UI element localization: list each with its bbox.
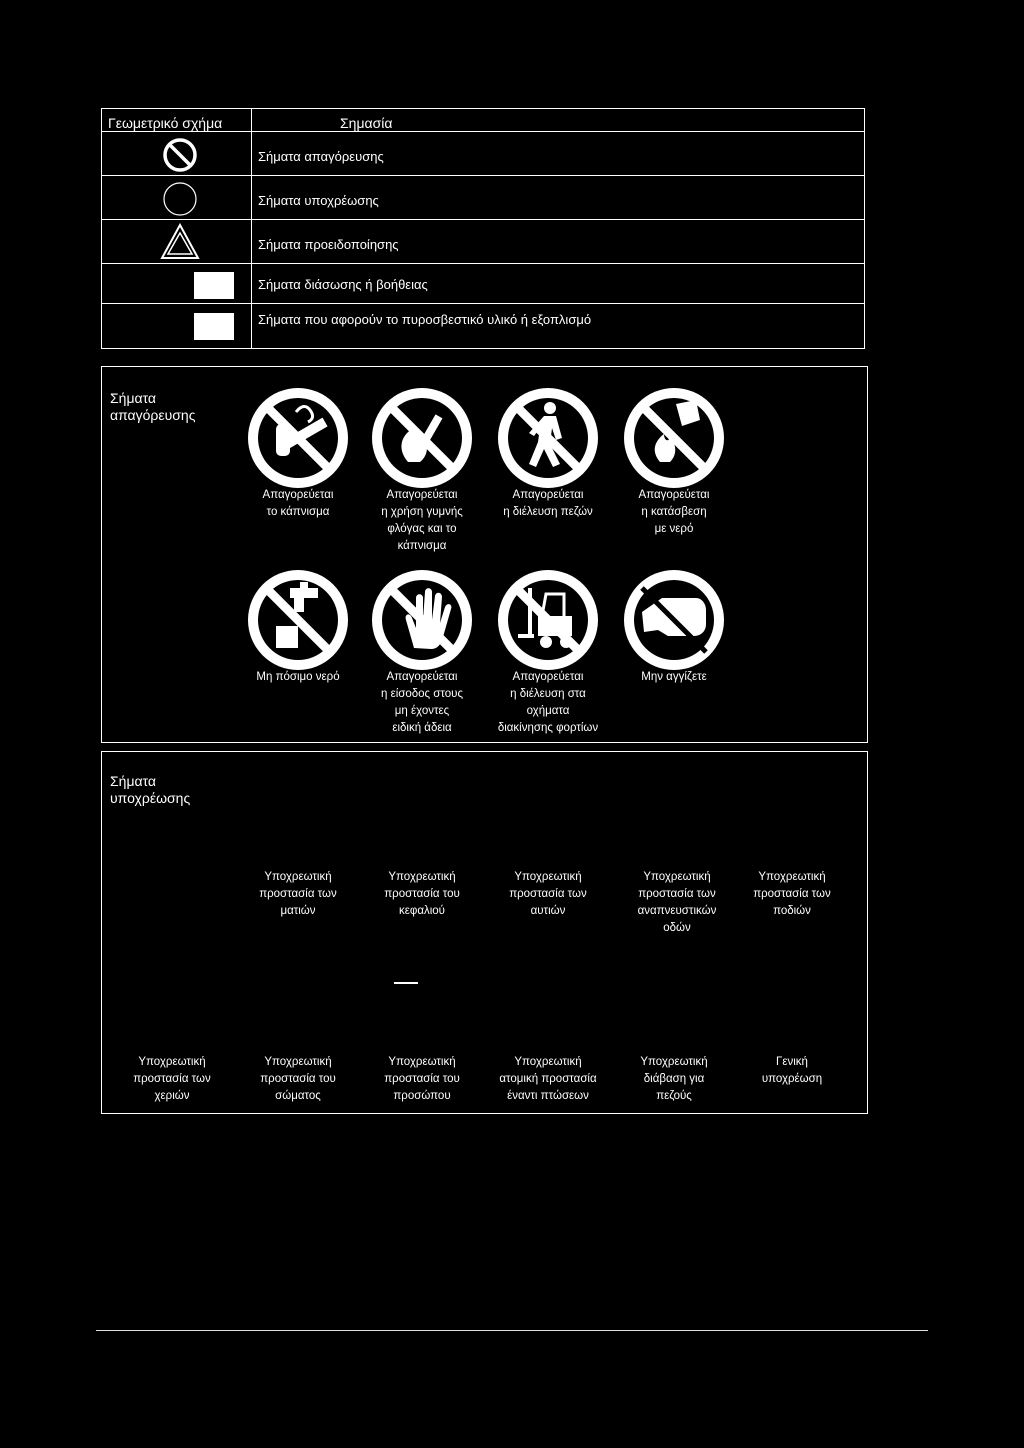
mandatory-caption: Υποχρεωτική προστασία του κεφαλιού	[384, 871, 460, 917]
row-divider	[102, 219, 864, 220]
mandatory-caption: Υποχρεωτική προστασία των ποδιών	[753, 871, 831, 917]
legend-row-text: Σήματα απαγόρευσης	[258, 149, 384, 164]
sign-caption: Μη πόσιμο νερό	[256, 671, 340, 683]
legend-row-text: Σήματα που αφορούν το πυροσβεστικό υλικό ή εξοπλισμό	[258, 312, 592, 327]
row-divider	[102, 303, 864, 304]
footer-rule	[96, 1330, 928, 1331]
square-icon	[194, 313, 234, 340]
no-forklift-access-icon	[494, 566, 602, 674]
dash-mark	[394, 982, 418, 984]
legend-table	[101, 108, 865, 349]
sign-caption: Απαγορεύεται η χρήση γυμνής φλόγας και το κάπνισμα	[381, 489, 463, 552]
mandatory-caption: Υποχρεωτική προστασία του σώματος	[260, 1056, 336, 1102]
no-open-flame-icon	[368, 384, 476, 492]
mandatory-caption: Υποχρεωτική προστασία των αυτιών	[509, 871, 587, 917]
legend-row-text: Σήματα προειδοποίησης	[258, 237, 399, 252]
sign-caption: Απαγορεύεται η είσοδος στους μη έχοντες ειδική άδεια	[380, 671, 463, 734]
sign-caption: Απαγορεύεται η κατάσβεση με νερό	[638, 489, 710, 535]
legend-row-text: Σήματα υποχρέωσης	[258, 193, 379, 208]
no-water-extinguish-icon	[620, 384, 728, 492]
header-meaning: Σημασία	[340, 115, 393, 131]
prohibition-circle-icon	[162, 137, 198, 173]
mandatory-caption: Υποχρεωτική προστασία του προσώπου	[384, 1056, 460, 1102]
no-pedestrians-icon	[494, 384, 602, 492]
column-divider	[251, 109, 252, 348]
square-icon	[194, 272, 234, 299]
do-not-touch-icon	[620, 566, 728, 674]
mandatory-caption: Υποχρεωτική προστασία των αναπνευστικών οδών	[637, 871, 717, 934]
sign-caption: Απαγορεύεται το κάπνισμα	[262, 489, 334, 518]
mandatory-caption: Υποχρεωτική ατομική προστασία έναντι πτώσεων	[499, 1056, 597, 1102]
prohibition-title: Σήματα απαγόρευσης	[110, 390, 196, 423]
row-divider	[102, 131, 864, 132]
row-divider	[102, 175, 864, 176]
mandatory-caption: Υποχρεωτική προστασία των ματιών	[259, 871, 337, 917]
sign-caption: Μην αγγίζετε	[641, 671, 707, 683]
header-shape: Γεωμετρικό σχήμα	[108, 115, 223, 131]
mandatory-caption: Γενική υποχρέωση	[761, 1056, 823, 1085]
mandatory-caption: Υποχρεωτική προστασία των χεριών	[133, 1056, 211, 1102]
mandatory-caption: Υποχρεωτική διάβαση για πεζούς	[640, 1056, 708, 1102]
non-potable-water-icon	[244, 566, 352, 674]
warning-triangle-icon	[160, 223, 200, 261]
sign-caption: Απαγορεύεται η διέλευση πεζών	[503, 489, 593, 518]
mandatory-title: Σήματα υποχρέωσης	[110, 773, 191, 806]
legend-row-text: Σήματα διάσωσης ή βοήθειας	[258, 277, 428, 292]
sign-caption: Απαγορεύεται η διέλευση στα οχήματα διακίνησης φορτίων	[497, 671, 599, 734]
no-unauthorized-access-icon	[368, 566, 476, 674]
row-divider	[102, 263, 864, 264]
no-smoking-icon	[244, 384, 352, 492]
circle-icon	[162, 181, 198, 217]
